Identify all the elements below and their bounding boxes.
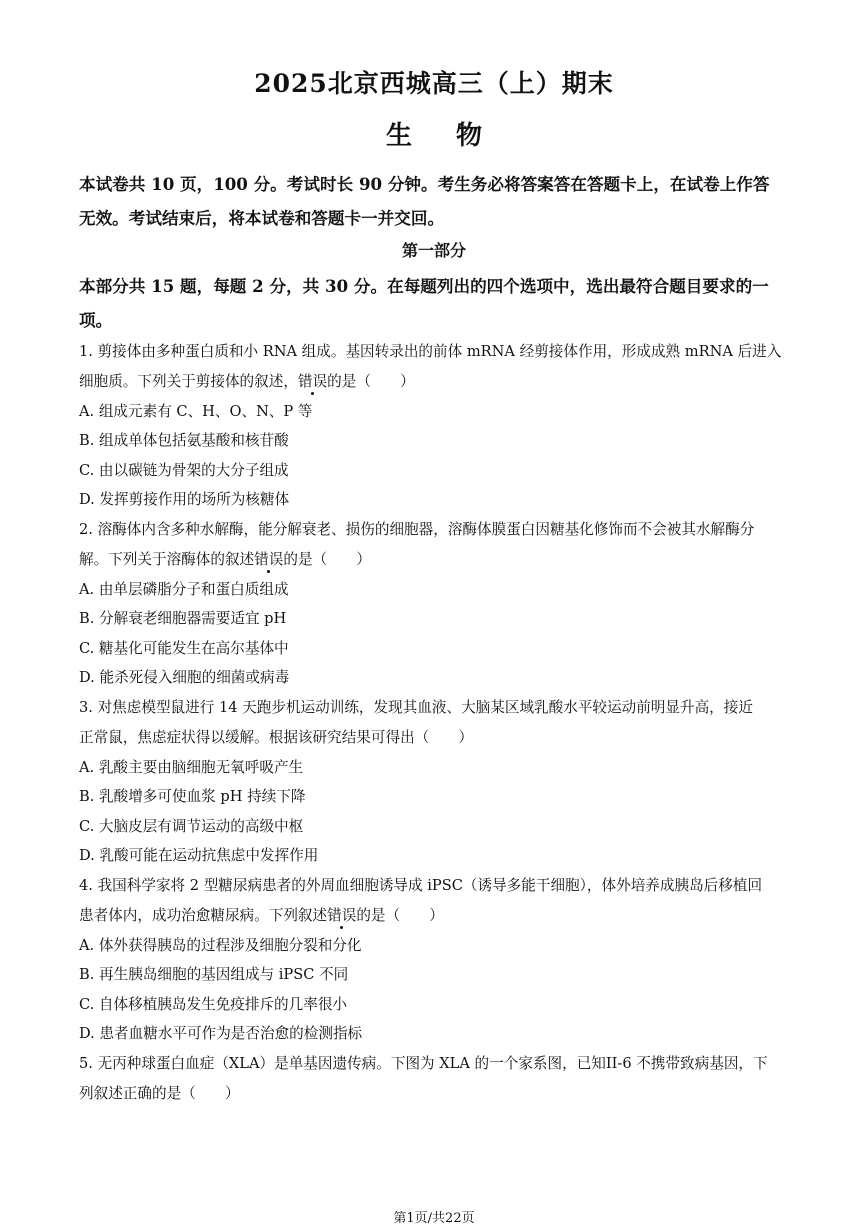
question-1-option-c: C. 由以碳链为骨架的大分子组成 <box>79 462 289 479</box>
question-4-option-b: B. 再生胰岛细胞的基因组成与 iPSC 不同 <box>79 966 349 983</box>
question-2-option-d: D. 能杀死侵入细胞的细菌或病毒 <box>79 669 290 686</box>
question-2-option-b: B. 分解衰老细胞器需要适宜 pH <box>79 610 287 627</box>
question-5-stem-line-1: 5. 无丙种球蛋白血症（XLA）是单基因遗传病。下图为 XLA 的一个家系图，已知II-6 不携带致病基因，下 <box>79 1055 768 1072</box>
question-5-stem-line-2: 列叙述正确的是（ ） <box>79 1085 240 1102</box>
question-3-stem-line-2: 正常鼠，焦虑症状得以缓解。根据该研究结果可得出（ ） <box>79 729 474 746</box>
part-intro-line-2: 项。 <box>79 310 113 330</box>
question-1-stem-line-2: 细胞质。下列关于剪接体的叙述，错误的是（ ） <box>79 373 415 390</box>
question-2-option-c: C. 糖基化可能发生在高尔基体中 <box>79 640 289 657</box>
emphasis-marker: 错误 <box>297 373 328 390</box>
question-4-option-c: C. 自体移植胰岛发生免疫排斥的几率很小 <box>79 996 348 1013</box>
question-2-stem-line-1: 2. 溶酶体内含多种水解酶，能分解衰老、损伤的细胞器，溶酶体膜蛋白因糖基化修饰而不会被其水解酶分 <box>79 521 755 538</box>
question-3-option-a: A. 乳酸主要由脑细胞无氧呼吸产生 <box>79 759 304 776</box>
question-4-option-d: D. 患者血糖水平可作为是否治愈的检测指标 <box>79 1025 363 1042</box>
emphasis-marker: 错误 <box>254 551 284 568</box>
part-title: 第一部分 <box>401 241 466 260</box>
question-1-option-b: B. 组成单体包括氨基酸和核苷酸 <box>79 432 289 449</box>
question-1-option-d: D. 发挥剪接作用的场所为核糖体 <box>79 491 290 508</box>
question-1-stem-line-1: 1. 剪接体由多种蛋白质和小 RNA 组成。基因转录出的前体 mRNA 经剪接体作用，形成成熟 mRNA 后进入 <box>79 343 782 360</box>
part-intro-line-1: 本部分共 15 题，每题 2 分，共 30 分。在每题列出的四个选项中，选出最符合题目要求的一 <box>79 276 769 296</box>
question-4-option-a: A. 体外获得胰岛的过程涉及细胞分裂和分化 <box>79 937 362 954</box>
question-3-option-b: B. 乳酸增多可使血浆 pH 持续下降 <box>79 788 306 805</box>
question-4-stem-line-2: 患者体内，成功治愈糖尿病。下列叙述错误的是（ ） <box>79 907 444 924</box>
question-3-stem-line-1: 3. 对焦虑模型鼠进行 14 天跑步机运动训练，发现其血液、大脑某区域乳酸水平较运动前明显升高，接近 <box>79 699 753 716</box>
emphasis-marker: 错误 <box>327 907 357 924</box>
question-3-option-d: D. 乳酸可能在运动抗焦虑中发挥作用 <box>79 847 319 864</box>
question-4-stem-line-1: 4. 我国科学家将 2 型糖尿病患者的外周血细胞诱导成 iPSC（诱导多能干细胞），体外培养成胰岛后移植回 <box>79 877 763 894</box>
page-number: 第1页/共22页 <box>393 1211 475 1226</box>
instructions-line-2: 无效。考试结束后，将本试卷和答题卡一并交回。 <box>79 208 445 228</box>
question-2-stem-line-2: 解。下列关于溶酶体的叙述错误的是（ ） <box>79 551 371 568</box>
subject-title: 生物 <box>385 121 526 151</box>
question-1-option-a: A. 组成元素有 C、H、O、N、P 等 <box>79 403 313 420</box>
question-2-option-a: A. 由单层磷脂分子和蛋白质组成 <box>79 581 289 598</box>
page-title: 2025北京西城高三（上）期末 <box>254 69 614 98</box>
question-3-option-c: C. 大脑皮层有调节运动的高级中枢 <box>79 818 304 835</box>
instructions-line-1: 本试卷共 10 页，100 分。考试时长 90 分钟。考生务必将答案答在答题卡上，在试卷上作答 <box>79 174 770 194</box>
